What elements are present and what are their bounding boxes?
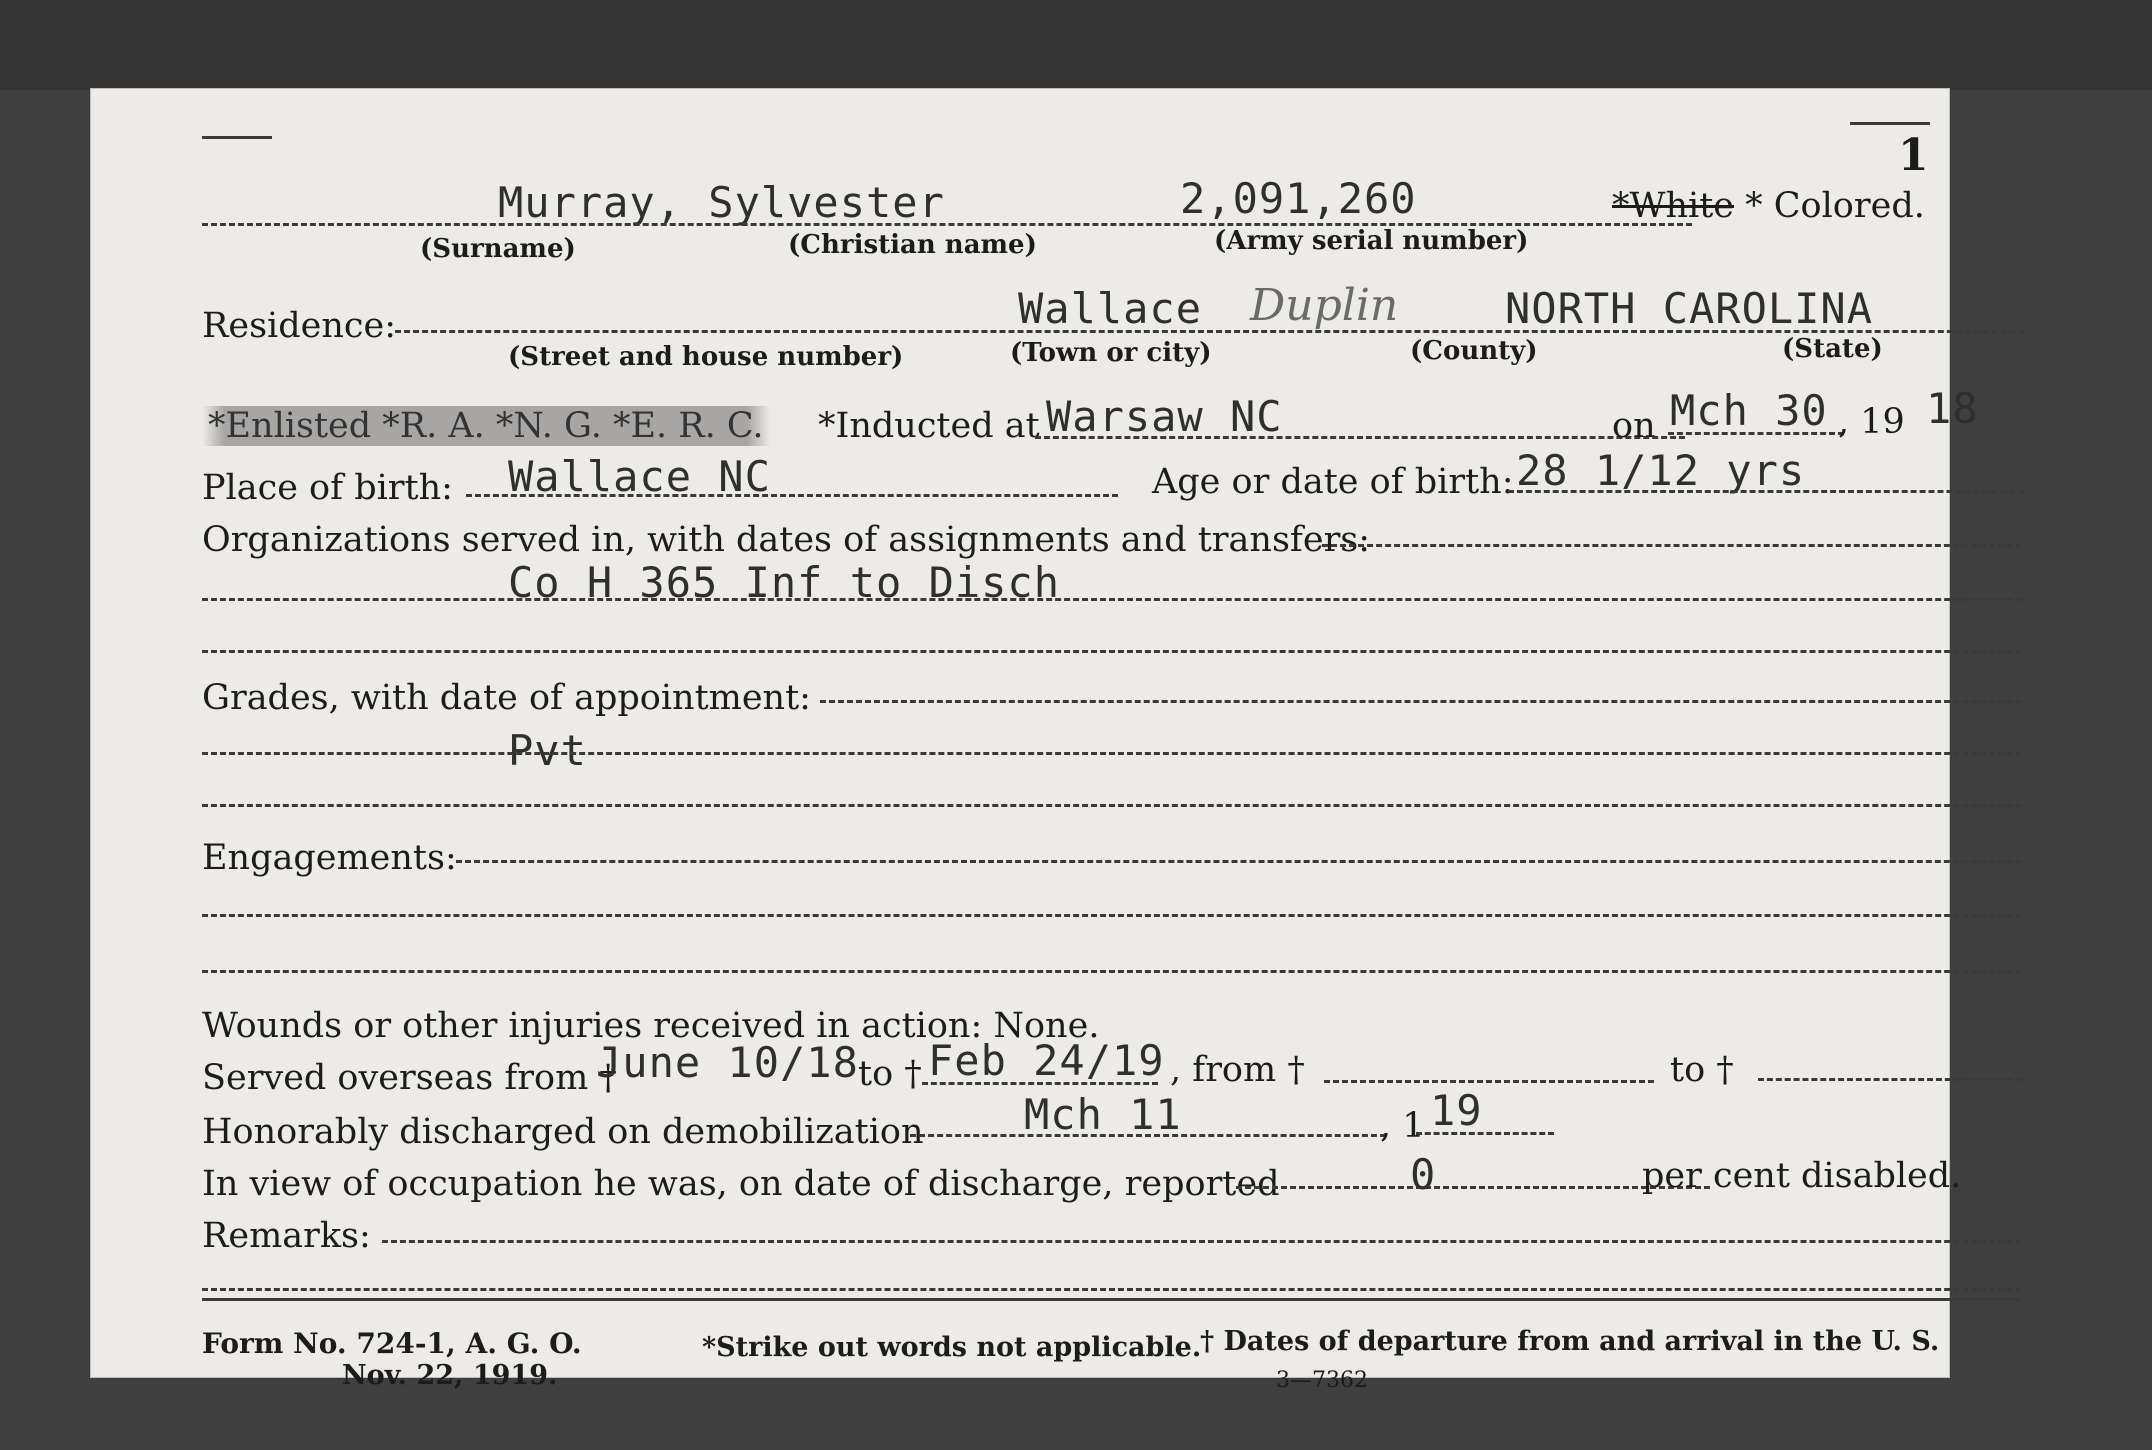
overseas-from2-label: , from †: [1170, 1050, 1305, 1090]
induction-year-prefix: , 19: [1838, 402, 1905, 442]
dates-note: † Dates of departure from and arrival in the U. S.: [1200, 1326, 1940, 1357]
place-of-birth-label: Place of birth:: [202, 468, 453, 508]
discharge-year-line: [1416, 1132, 1554, 1135]
residence-county-handwritten: Duplin: [1250, 280, 1399, 331]
engagements-line-3: [202, 970, 2022, 973]
disability-line: [1236, 1186, 1710, 1189]
remarks-line-2: [202, 1288, 2022, 1291]
engagements-label: Engagements:: [202, 838, 457, 878]
state-caption: (State): [1782, 334, 1883, 364]
overseas-to-date: Feb 24/19: [928, 1036, 1165, 1085]
card-content: [90, 88, 1980, 1393]
form-number: Form No. 724-1, A. G. O.: [202, 1327, 582, 1360]
overseas-label: Served overseas from †: [202, 1058, 617, 1098]
residence-town: Wallace: [1018, 284, 1203, 333]
induction-year: 18: [1926, 384, 1979, 433]
organizations-line-2: [202, 598, 2022, 601]
army-serial-number: 2,091,260: [1180, 174, 1417, 223]
form-date: Nov. 22, 1919.: [342, 1360, 558, 1391]
strike-out-note: *Strike out words not applicable.: [702, 1332, 1202, 1363]
soldier-name: Murray, Sylvester: [498, 178, 945, 227]
grades-line-2: [202, 752, 2022, 755]
surname-caption: (Surname): [420, 234, 576, 264]
footer-rule: [202, 1298, 2022, 1301]
overseas-from-date: June 10/18: [596, 1038, 859, 1087]
place-of-birth-line: [466, 494, 1118, 497]
discharge-year-prefix: , 1: [1380, 1106, 1425, 1146]
organizations-line-3: [202, 650, 2022, 653]
disability-value: 0: [1410, 1150, 1437, 1199]
age-label: Age or date of birth:: [1152, 462, 1514, 502]
top-rule: [202, 136, 272, 139]
overseas-to-line: [922, 1082, 1158, 1085]
age-line: [1508, 490, 2024, 493]
discharge-date: Mch 11: [1024, 1090, 1182, 1139]
residence-label: Residence:: [202, 306, 396, 346]
disability-label: In view of occupation he was, on date of discharge, reported: [202, 1164, 1280, 1204]
organizations-label: Organizations served in, with dates of assignments and transfers:: [202, 520, 1371, 560]
race-colored: * Colored.: [1745, 186, 1925, 226]
residence-line: [395, 330, 2025, 333]
on-label: on: [1612, 406, 1656, 446]
print-code: 3—7362: [1276, 1368, 1368, 1393]
engagements-line-2: [202, 914, 2022, 917]
overseas-from2-line: [1324, 1080, 1654, 1083]
grades-line-1: [820, 700, 2022, 703]
enlistment-struck-options: *Enlisted *R. A. *N. G. *E. R. C.: [202, 406, 770, 446]
discharge-label: Honorably discharged on demobilization: [202, 1112, 924, 1152]
residence-state: NORTH CAROLINA: [1505, 284, 1874, 333]
wounds-label: Wounds or other injuries received in action: None.: [202, 1006, 1100, 1046]
engagements-line-1: [456, 860, 2022, 863]
induction-date: Mch 30: [1670, 386, 1828, 435]
grade-value: Pvt: [508, 726, 587, 775]
race-options: [1612, 186, 1925, 226]
street-caption: (Street and house number): [508, 342, 904, 372]
organizations-line-1: [1322, 544, 2022, 547]
race-white-struck: *White: [1612, 186, 1734, 226]
scan-background: [0, 0, 2152, 90]
organizations-value: Co H 365 Inf to Disch: [508, 558, 1061, 607]
remarks-line-1: [382, 1240, 2022, 1243]
remarks-label: Remarks:: [202, 1216, 371, 1256]
county-caption: (County): [1410, 336, 1538, 366]
inducted-line: [1035, 436, 1685, 439]
serial-caption: (Army serial number): [1214, 226, 1529, 256]
grades-label: Grades, with date of appointment:: [202, 678, 811, 718]
disability-suffix: per cent disabled.: [1642, 1156, 1962, 1196]
grades-line-3: [202, 804, 2022, 807]
town-caption: (Town or city): [1010, 338, 1212, 368]
overseas-to2-line: [1758, 1078, 2022, 1081]
top-right-rule: [1850, 122, 1930, 125]
page-number: 1: [1898, 130, 1929, 181]
discharge-line: [910, 1134, 1386, 1137]
inducted-place: Warsaw NC: [1046, 392, 1283, 441]
christian-name-caption: (Christian name): [788, 230, 1037, 260]
overseas-to2-label: to †: [1670, 1050, 1734, 1090]
induction-date-line: [1668, 432, 1844, 435]
overseas-to-label: to †: [858, 1054, 922, 1094]
discharge-year: 19: [1430, 1086, 1483, 1135]
age-value: 28 1/12 yrs: [1516, 446, 1806, 495]
inducted-label: *Inducted at: [818, 406, 1040, 446]
place-of-birth: Wallace NC: [508, 452, 771, 501]
